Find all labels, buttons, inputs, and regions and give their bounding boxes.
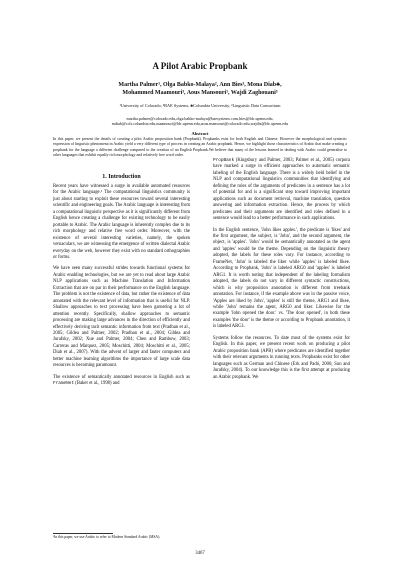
footnote: ¹In this paper, we use Arabic to refer to Modern Standard Arabic (MSA). — [53, 535, 161, 539]
email-line-2: mdiab@ccls.columbia.edu,maamouri@ldc.upenn.edu,aous.mansouri@colorado.edu,wajdiz@ldc.upenn.edu — [111, 121, 289, 127]
email-list — [40, 116, 360, 127]
email-line-1: martha.palmer@colorado.edu,olga.babko-malaya@baesystems.com,bies@ldc.upenn.edu, — [126, 116, 274, 121]
intro-paragraph-3-end: (Baker et al., 1998) and — [74, 381, 120, 387]
right-paragraph-1 — [213, 158, 350, 223]
page-number: 3467 — [195, 551, 205, 556]
abstract-text: In this paper, we present the details of creating a pilot Arabic proposition bank (Propbank). Propbanks exist for both English and Chinese. However the morphological and syntactic expression of linguistic phenomena in Arabic yield a very different type of process in creating an Arabic propbank. Hence, we highlight those characteristics of Arabic that make creating a propbank for the language a different challenge compared to the creation of an English Propbank.We believe that many of the lessons learned in dealing with Arabic could generalise to other languages that exhibit equally rich morphology and relatively free word order. — [53, 137, 347, 157]
right-paragraph-1-text: (Kingsbury and Palmer, 2003; Palmer et al., 2005) corpora have marked a surge in efficient approaches to automatic semantic labeling of the English language. There is a widely held belief in the NLP and computational linguistics communities that identifying and defining the roles of the arguments of predicates in a sentence has a lot of potential for and is a significant step toward improving important applications such as document retrieval, machine translation, question answering and information extraction. Hence, the process by which predicates and their arguments are identified and roles defined in a sentence would lead to a better performance in such applications. — [213, 158, 350, 222]
right-paragraph-2: In the English sentence, 'John likes apples.', the predicate is 'likes' and the first argument, the subject, is 'John', and the second argument, the object, is 'apples'. 'John' would be semantically annotated as the agent and 'apples' would be the theme. Depending on the linguistic theory adopted, the labels for these roles vary. For instance, according to FrameNet, 'John' is labeled the liker while 'apples' is labeled likee. According to Propbank, 'John' is labeled ARG0 and 'apples' is labeled ARG1. It is worth noting that independent of the labeling formalism adopted, the labels do not vary in different syntactic constructions, which is why proposition annotation is different from treebank annotation. For instance, if the example above was in the passive voice, 'Apples are liked by John', 'apples' is still the theme, ARG1 and likee, while 'John' remains the agent, ARG0 and liker. Likewise for the example 'John opened the door.' vs. 'The door opened', in both these examples 'the door' is the theme or according to Propbank annotation, it is labeled ARG1. — [213, 227, 350, 330]
section-heading: 1. Introduction — [102, 174, 141, 180]
abstract-label: Abstract — [191, 131, 209, 136]
footnote-rule — [53, 533, 113, 534]
left-column — [53, 184, 190, 388]
author-list — [40, 81, 360, 98]
abstract-block — [53, 131, 347, 158]
right-paragraph-3: Systems follow the resources. To date most of the systems exist for English. In this paper, we present recent work on producing a pilot Arabic proposition bank (APB) where predicates are identified together with their relevant arguments in running texts. Propbanks exist for other languages such as German and Chinese (Erk and Padó, 2006; Sun and Jurafsky, 2004). To our knowledge this is the first attempt at producing an Arabic propbank. We — [213, 335, 350, 380]
affiliations: ¹University of Colorado, ²BAE Systems, ♣Columbia University, ³Linguistic Data Consortium — [119, 103, 281, 108]
framenet-term: FrameNet — [53, 381, 75, 387]
propbank-term: PropBank — [213, 158, 235, 163]
intro-paragraph-1: Recent years have witnessed a surge in available automated resources for the Arabic language.¹ The computational linguistics community is just about starting to exploit these resources toward several interesting scientific and engineering goals. The Arabic language is interesting from a computational linguistic perspective as it is significantly different from English hence creating a challenge for existing technology to be easily portable to Arabic. The Arabic language is inherently complex due to its rich morphology and relative free word order. Moreover, with the existence of several interesting varieties, namely, the spoken vernaculars, we are witnessing the emergence of written dialectal Arabic everyday on the web, however they exist with no standard orthographies or forms. — [53, 184, 190, 260]
paper-title: A Pilot Arabic Propbank — [152, 61, 248, 71]
intro-paragraph-2: We have seen many successful strides towards functional systems for Arabic enabling technologies, but we are yet to read about large Arabic NLP applications such as Machine Translation and Information Extraction that are on par in their performance on the English language. The problem is not the existence of data, but rather the existence of data annotated with the relevant level of information that is useful for NLP. Shallow approaches to text processing have been garnering a lot of attention recently. Specifically, shallow approaches to semantic processing are making large advances in the direction of efficiently and effectively deriving tacit semantic information from text (Pradhan et al., 2005; Gildea and Palmer, 2002; Pradhan et al., 2004; Gildea and Jurafsky, 2002; Xue and Palmer, 2004; Chen and Rambow, 2003; Carreras and Màrquez, 2005; Moschitti, 2004; Moschitti et al., 2005; Diab et al., 2007). With the advent of larger and faster computers and better machine learning algorithms the importance of large scale data resources is becoming paramount. — [53, 266, 190, 369]
right-column — [213, 158, 350, 381]
intro-paragraph-3 — [53, 375, 190, 388]
authors-line-1: Martha Palmer¹, Olga Babko-Malaya², Ann Bies³, Mona Diab♣, — [118, 82, 282, 88]
authors-line-2: Mohammed Maamouri³, Aous Mansouri¹, Wajdi Zaghouani³ — [122, 90, 278, 97]
intro-paragraph-3-start: The existence of semantically annotated resources in English such as — [53, 374, 190, 380]
